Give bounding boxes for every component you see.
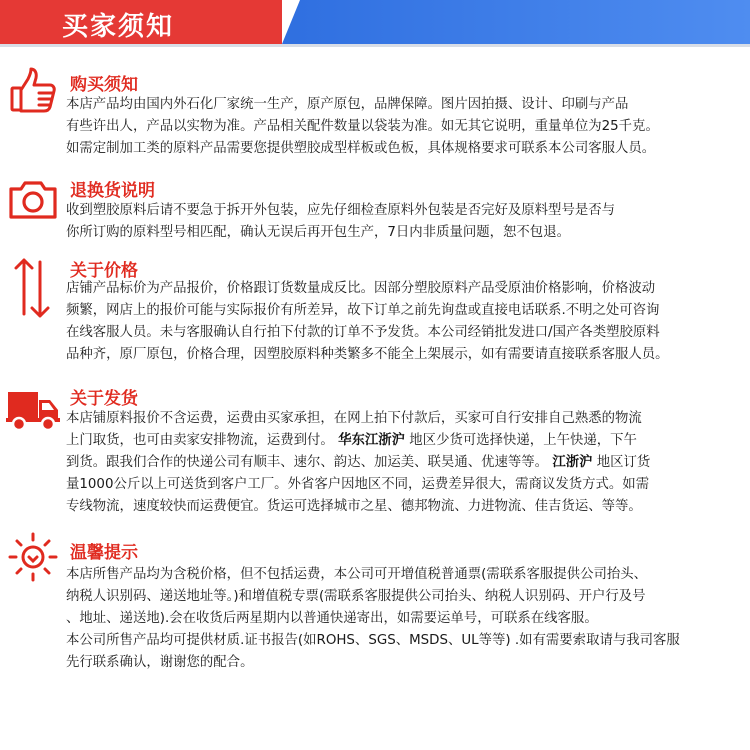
text-line: 你所订购的原料型号相匹配，确认无误后再开包生产，7日内非质量问题，恕不包退。 bbox=[66, 225, 570, 240]
thumbs-up-icon bbox=[6, 64, 60, 118]
text-line: 频繁，网店上的报价可能与实际报价有所差异，故下订单之前先询盘或直接电话联系.不明之处可咨询 bbox=[66, 303, 660, 318]
section-pricing bbox=[0, 252, 750, 372]
price-arrows-icon bbox=[6, 254, 60, 324]
section-purchase-notice bbox=[0, 62, 750, 162]
section-body bbox=[66, 94, 744, 160]
text-line: 量1000公斤以上可送货到客户工厂。外省客户因地区不同，运费差异很大，需商议发货方式。如需 bbox=[66, 477, 650, 492]
section-title: 购买须知 bbox=[70, 75, 138, 95]
text-line: 本店铺原料报价不含运费，运费由买家承担，在网上拍下付款后，买家可自行安排自己熟悉的物流 bbox=[66, 411, 642, 426]
text-line bbox=[66, 430, 744, 452]
section-return-policy bbox=[0, 170, 750, 250]
section-title: 退换货说明 bbox=[70, 181, 155, 201]
section-tips bbox=[0, 528, 750, 688]
text-line: 品种齐，原厂原包，价格合理，因塑胶原料种类繁多不能全上架展示，如有需要请直接联系客服人员。 bbox=[66, 347, 669, 362]
header-blue-block bbox=[282, 0, 750, 44]
text-line bbox=[66, 452, 744, 474]
section-body bbox=[66, 200, 744, 244]
text-segment: 地区少货可选择快递，上午快递，下午 bbox=[409, 433, 637, 448]
page-header bbox=[0, 0, 750, 50]
text-line: 、地址、递送地).会在收货后两星期内以普通快递寄出，如需要运单号，可联系在线客服。 bbox=[66, 611, 598, 626]
text-line: 先行联系确认，谢谢您的配合。 bbox=[66, 655, 254, 670]
text-line: 店铺产品标价为产品报价，价格跟订货数量成反比。因部分塑胶原料产品受原油价格影响，价格波动 bbox=[66, 281, 656, 296]
camera-icon bbox=[6, 172, 60, 226]
region-highlight: 江浙沪 bbox=[552, 455, 593, 470]
text-line: 专线物流，速度较快而运费便宜。货运可选择城市之星、德邦物流、力进物流、佳吉货运、等等。 bbox=[66, 499, 642, 514]
delivery-truck-icon bbox=[6, 382, 60, 436]
section-body bbox=[66, 408, 744, 518]
section-title: 关于发货 bbox=[70, 389, 138, 409]
section-body bbox=[66, 564, 744, 674]
region-highlight: 华东江浙沪 bbox=[338, 433, 406, 448]
text-segment: 上门取货，也可由卖家安排物流，运费到付。 bbox=[66, 433, 334, 448]
text-line: 本公司所售产品均可提供材质.证书报告(如ROHS、SGS、MSDS、UL等等) .如有需要索取请与我司客服 bbox=[66, 633, 680, 648]
lightbulb-icon bbox=[6, 530, 60, 584]
header-divider bbox=[0, 44, 750, 47]
text-line: 在线客服人员。未与客服确认自行拍下付款的订单不予发货。本公司经销批发进口/国产各类塑胶原料 bbox=[66, 325, 660, 340]
section-body bbox=[66, 278, 744, 366]
section-title: 温馨提示 bbox=[70, 543, 138, 563]
section-title: 关于价格 bbox=[70, 261, 138, 281]
text-line: 收到塑胶原料后请不要急于拆开外包装，应先仔细检查原料外包装是否完好及原料型号是否与 bbox=[66, 203, 616, 218]
text-segment: 地区订货 bbox=[596, 455, 651, 470]
text-line: 纳税人识别码、递送地址等。)和增值税专票(需联系客服提供公司抬头、纳税人识别码、开户行及号 bbox=[66, 589, 646, 604]
text-line: 有些许出人，产品以实物为准。产品相关配件数量以袋装为准。如无其它说明，重量单位为25千克。 bbox=[66, 119, 659, 134]
text-line: 本店所售产品均为含税价格，但不包括运费，本公司可开增值税普通票(需联系客服提供公司抬头、 bbox=[66, 567, 648, 582]
text-segment: 到货。跟我们合作的快递公司有顺丰、速尔、韵达、加运美、联昊通、优速等等。 bbox=[66, 455, 549, 470]
text-line: 如需定制加工类的原料产品需要您提供塑胶成型样板或色板，具体规格要求可联系本公司客服人员。 bbox=[66, 141, 656, 156]
page-title: 买家须知 bbox=[62, 12, 175, 42]
text-line: 本店产品均由国内外石化厂家统一生产，原产原包，品牌保障。图片因拍摄、设计、印刷与产品 bbox=[66, 97, 629, 112]
section-shipping bbox=[0, 380, 750, 520]
